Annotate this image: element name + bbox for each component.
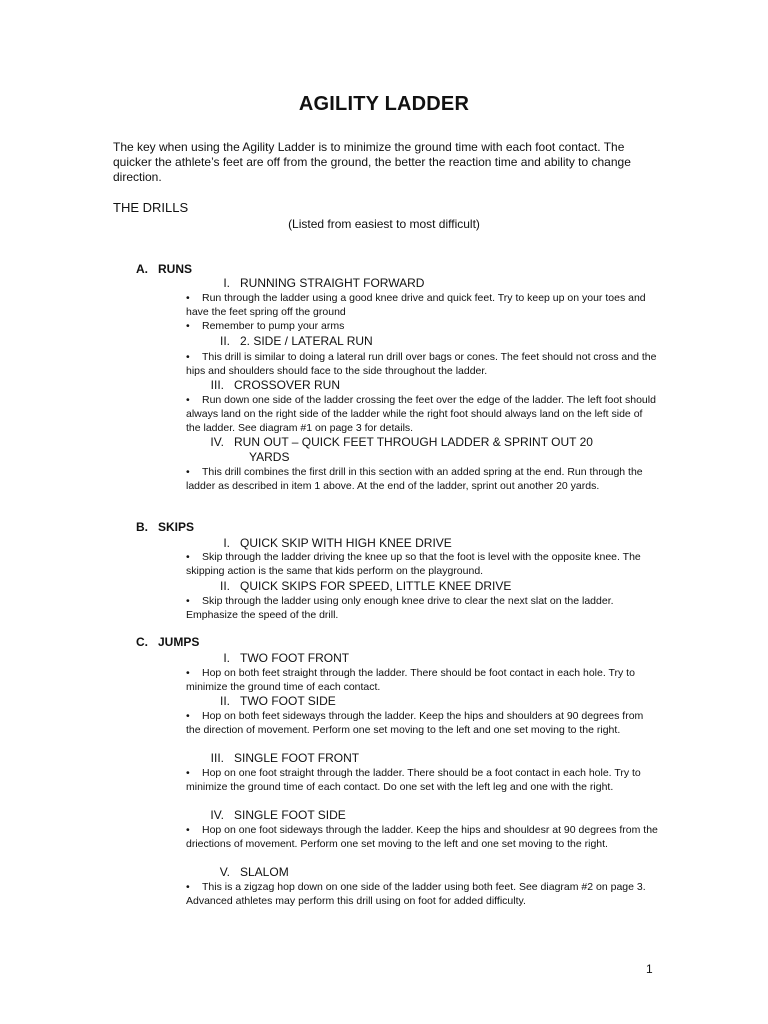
drill-crossover-run <box>198 378 340 392</box>
drills-subtitle: (Listed from easiest to most difficult) <box>288 217 480 231</box>
bullet-item <box>186 350 658 378</box>
bullet-dot: • <box>186 881 190 893</box>
bullet-text: This is a zigzag hop down on one side of the ladder using both feet. See diagram #2 on page 3. Advanced athletes may perform this drill using on foot for added difficulty. <box>186 881 646 907</box>
bullet-text: Hop on both feet sideways through the ladder. Keep the hips and shoulders at 90 degrees from the direction of movement. Perform one set moving to the left and one set moving to the right. <box>186 710 644 736</box>
drill-number: I. <box>223 276 230 290</box>
drill-number: I. <box>223 651 230 665</box>
bullet-dot: • <box>186 767 190 779</box>
drill-number: IV. <box>210 435 224 449</box>
drill-number: V. <box>219 865 230 879</box>
drill-title: TWO FOOT FRONT <box>240 651 350 665</box>
page-number: 1 <box>646 962 653 976</box>
drill-number: II. <box>219 579 230 593</box>
drill-quick-skips-speed <box>204 579 511 593</box>
bullet-text: This drill is similar to doing a lateral run drill over bags or cones. The feet should not cross and the hips and shoulders should face to the side throughout the ladder. <box>186 351 657 377</box>
drill-title: RUNNING STRAIGHT FORWARD <box>240 276 425 290</box>
bullet-item <box>186 766 658 794</box>
bullet-dot: • <box>186 551 190 563</box>
bullet-item <box>186 880 658 908</box>
bullet-dot: • <box>186 595 190 607</box>
intro-paragraph: The key when using the Agility Ladder is to minimize the ground time with each foot contact. The quicker the athlete’s feet are off from the ground, the better the reaction time and ability to change direction. <box>113 140 631 184</box>
section-heading-skips <box>136 520 194 534</box>
drill-title: QUICK SKIPS FOR SPEED, LITTLE KNEE DRIVE <box>240 579 512 593</box>
bullet-item <box>186 319 658 333</box>
bullet-text: Hop on both feet straight through the ladder. There should be foot contact in each hole. Try to minimize the ground time of each contact. <box>186 667 635 693</box>
drill-two-foot-side <box>204 694 336 708</box>
drill-run-out <box>198 435 593 449</box>
section-letter: A. <box>136 262 148 276</box>
drill-number: I. <box>223 536 230 550</box>
bullet-text: Hop on one foot straight through the ladder. There should be a foot contact in each hole. Try to minimize the ground time of each contact. Do one set with the left leg and one with the right. <box>186 767 641 793</box>
drill-title: QUICK SKIP WITH HIGH KNEE DRIVE <box>240 536 452 550</box>
drill-single-foot-side <box>198 808 346 822</box>
drill-two-foot-front <box>204 651 349 665</box>
bullet-item <box>186 666 658 694</box>
drill-title: SINGLE FOOT FRONT <box>234 751 360 765</box>
bullet-item <box>186 823 658 851</box>
bullet-dot: • <box>186 466 190 478</box>
bullet-text: This drill combines the first drill in this section with an added spring at the end. Run through the ladder as described in item 1 above. At the end of the ladder, sprint out another 20 yards. <box>186 466 643 492</box>
section-name: SKIPS <box>158 520 195 534</box>
drill-slalom <box>204 865 289 879</box>
drill-single-foot-front <box>198 751 359 765</box>
page-title: AGILITY LADDER <box>298 93 470 115</box>
drill-title-continuation: YARDS <box>249 450 290 464</box>
section-name: JUMPS <box>158 635 200 649</box>
drill-quick-skip-high-knee <box>204 536 452 550</box>
bullet-dot: • <box>186 394 190 406</box>
section-letter: C. <box>136 635 148 649</box>
drill-title: 2. SIDE / LATERAL RUN <box>240 334 373 348</box>
bullet-item <box>186 594 658 622</box>
section-name: RUNS <box>158 262 193 276</box>
bullet-dot: • <box>186 320 190 332</box>
drill-number: III. <box>210 378 224 392</box>
bullet-text: Skip through the ladder using only enough knee drive to clear the next slat on the ladder. Emphasize the speed of the drill. <box>186 595 614 621</box>
bullet-item <box>186 291 658 319</box>
drill-running-straight-forward <box>204 276 424 290</box>
bullet-text: Skip through the ladder driving the knee up so that the foot is level with the opposite knee. The skipping action is the same that kids perform on the playground. <box>186 551 641 577</box>
bullet-text: Remember to pump your arms <box>202 320 345 332</box>
section-heading-runs <box>136 262 192 276</box>
section-heading-jumps <box>136 635 199 649</box>
drill-title: SLALOM <box>240 865 289 879</box>
drill-number: II. <box>219 694 230 708</box>
drill-title: SINGLE FOOT SIDE <box>234 808 346 822</box>
section-letter: B. <box>136 520 148 534</box>
bullet-dot: • <box>186 351 190 363</box>
drill-side-lateral-run <box>204 334 373 348</box>
bullet-text: Run through the ladder using a good knee drive and quick feet. Try to keep up on your toes and have the feet spring off the ground <box>186 292 646 318</box>
bullet-text: Hop on one foot sideways through the ladder. Keep the hips and shouldesr at 90 degrees from the driections of movement. Perform one set moving to the left and one set moving to the right. <box>186 824 658 850</box>
drills-heading: THE DRILLS <box>113 200 189 215</box>
drill-title: TWO FOOT SIDE <box>240 694 336 708</box>
bullet-item <box>186 550 658 578</box>
bullet-text: Run down one side of the ladder crossing the feet over the edge of the ladder. The left foot should always land on the right side of the ladder while the right foot should always land on the left side of the ladder. See diagram #1 on page 3 for details. <box>186 394 656 434</box>
bullet-item <box>186 709 658 737</box>
drill-title: RUN OUT – QUICK FEET THROUGH LADDER & SPRINT OUT 20 <box>234 435 593 449</box>
drill-number: III. <box>210 751 224 765</box>
bullet-item <box>186 393 658 435</box>
bullet-dot: • <box>186 667 190 679</box>
drill-number: IV. <box>210 808 224 822</box>
bullet-item <box>186 465 658 493</box>
drill-number: II. <box>219 334 230 348</box>
bullet-dot: • <box>186 292 190 304</box>
bullet-dot: • <box>186 824 190 836</box>
bullet-dot: • <box>186 710 190 722</box>
drill-title: CROSSOVER RUN <box>234 378 341 392</box>
